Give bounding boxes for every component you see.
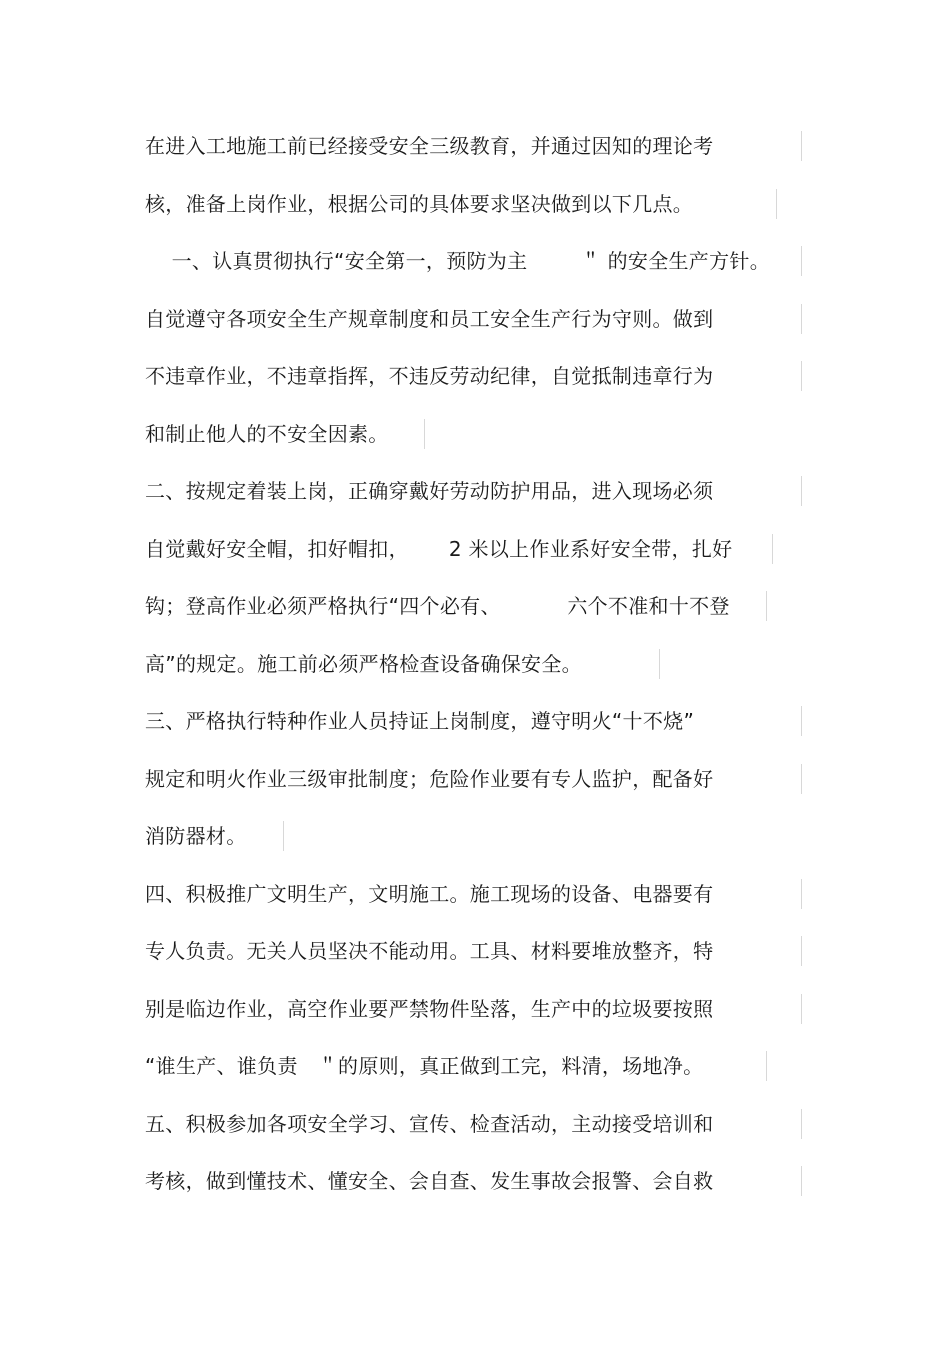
text-line-6: 和制止他人的不安全因素。 (145, 422, 389, 446)
text-line-14: 四、积极推广文明生产，文明施工。施工现场的设备、电器要有 (145, 882, 714, 906)
text-line-19: 考核，做到懂技术、懂安全、会自查、发生事故会报警、会自救 (145, 1169, 714, 1193)
line-edge-mark (801, 304, 802, 334)
line-edge-mark (283, 821, 284, 851)
text-line-5: 不违章作业，不违章指挥，不违反劳动纪律，自觉抵制违章行为 (145, 364, 714, 388)
line-edge-mark (776, 189, 777, 219)
text-line-18: 五、积极参加各项安全学习、宣传、检查活动，主动接受培训和 (145, 1112, 714, 1136)
text-line-16: 别是临边作业，高空作业要严禁物件坠落，生产中的垃圾要按照 (145, 997, 714, 1021)
line-edge-mark (424, 419, 425, 449)
line-edge-mark (801, 246, 802, 276)
text-line-4: 自觉遵守各项安全生产规章制度和员工安全生产行为守则。做到 (145, 307, 714, 331)
line-edge-mark (801, 879, 802, 909)
line-edge-mark (772, 534, 773, 564)
text-line-11: 三、严格执行特种作业人员持证上岗制度，遵守明火“十不烧” (145, 709, 695, 733)
line-edge-mark (801, 131, 802, 161)
text-line-10: 高”的规定。施工前必须严格检查设备确保安全。 (145, 652, 582, 676)
text-line-9: 钩；登高作业必须严格执行“四个必有、 六个不准和十不登 (145, 594, 730, 618)
text-line-13: 消防器材。 (145, 824, 247, 848)
text-line-17: “谁生产、谁负责 ＂的原则，真正做到工完，料清，场地净。 (145, 1054, 704, 1078)
line-edge-mark (801, 1109, 802, 1139)
line-edge-mark (801, 764, 802, 794)
text-line-12: 规定和明火作业三级审批制度；危险作业要有专人监护，配备好 (145, 767, 714, 791)
text-line-15: 专人负责。无关人员坚决不能动用。工具、材料要堆放整齐，特 (145, 939, 714, 963)
line-edge-mark (801, 1166, 802, 1196)
line-edge-mark (801, 476, 802, 506)
text-line-1: 在进入工地施工前已经接受安全三级教育，并通过因知的理论考 (145, 134, 714, 158)
line-edge-mark (801, 361, 802, 391)
line-edge-mark (801, 936, 802, 966)
line-edge-mark (801, 994, 802, 1024)
text-line-7: 二、按规定着装上岗，正确穿戴好劳动防护用品，进入现场必须 (145, 479, 714, 503)
line-edge-mark (766, 591, 767, 621)
text-line-3: 一、认真贯彻执行“安全第一，预防为主 ＂ 的安全生产方针。 (145, 249, 771, 273)
text-line-8: 自觉戴好安全帽，扣好帽扣， 2 米以上作业系好安全带，扎好 (145, 537, 733, 561)
line-edge-mark (659, 649, 660, 679)
text-line-2: 核，准备上岗作业，根据公司的具体要求坚决做到以下几点。 (145, 192, 694, 216)
line-edge-mark (766, 1051, 767, 1081)
line-edge-mark (801, 706, 802, 736)
